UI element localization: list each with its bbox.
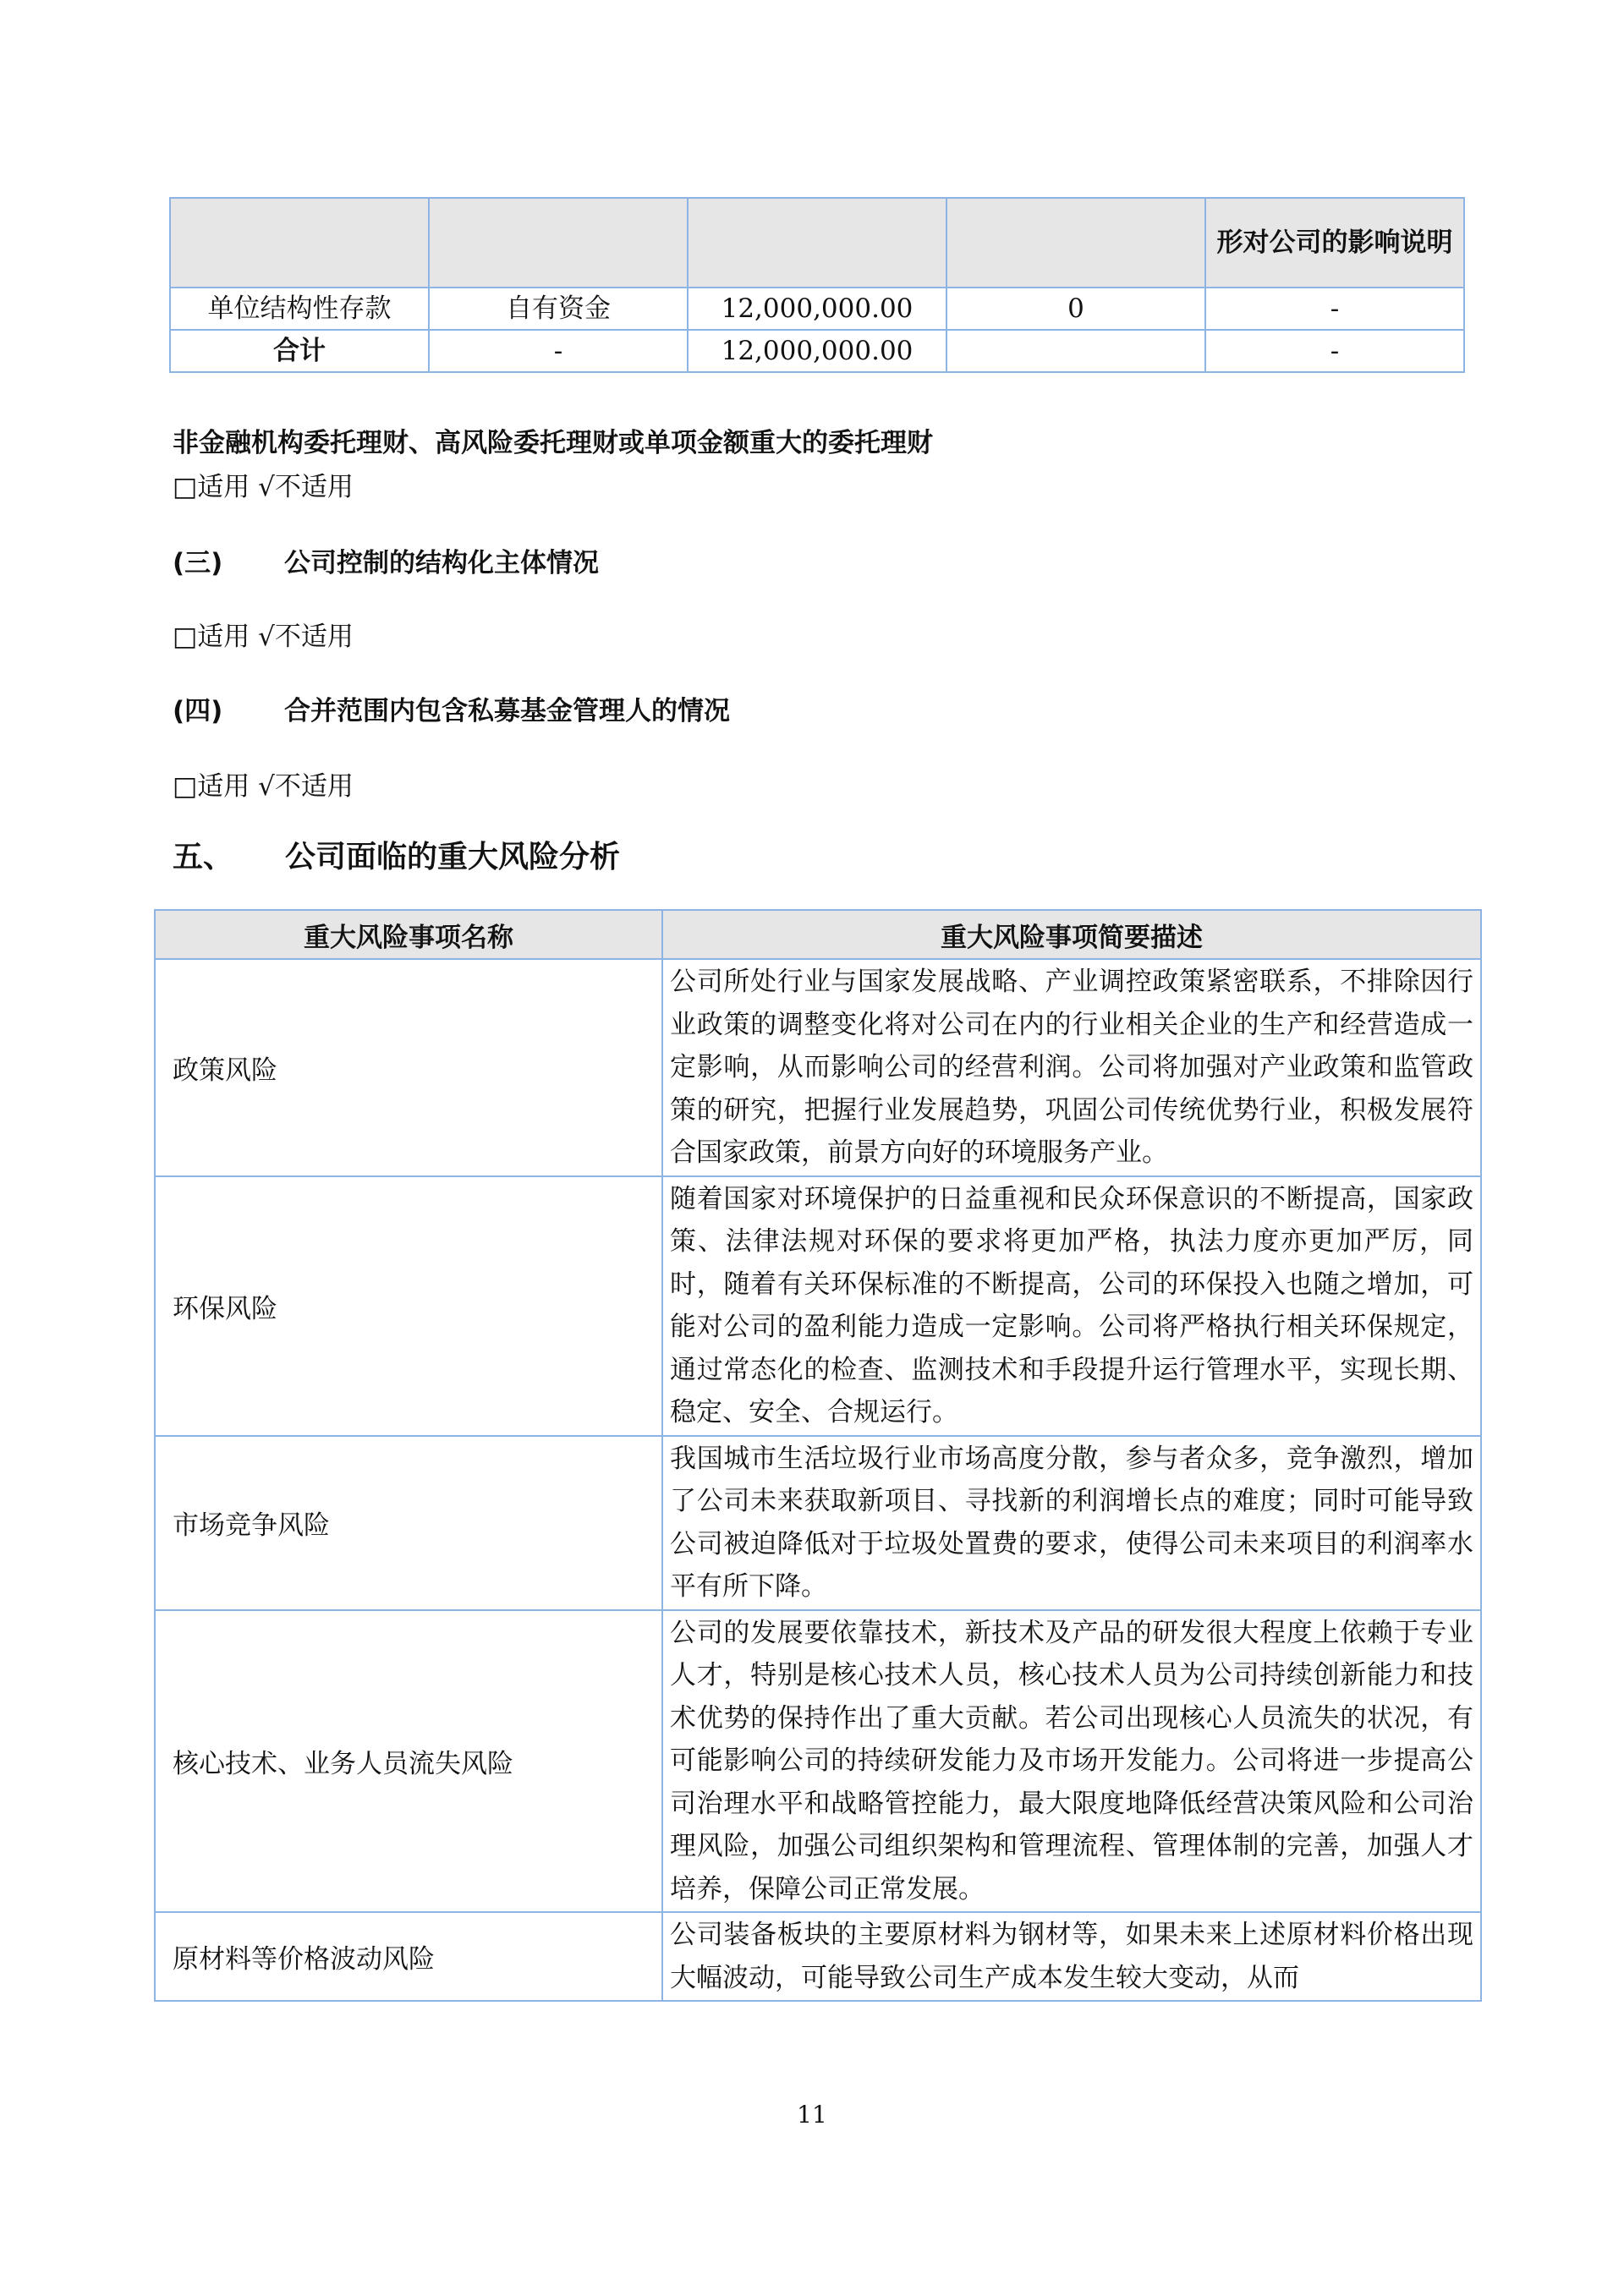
section-number: (四)	[173, 696, 223, 726]
risk-desc: 公司装备板块的主要原材料为钢材等，如果未来上述原材料价格出现大幅波动，可能导致公司生产成本发生较大变动，从而	[662, 1912, 1481, 2001]
cell-overdue: 0	[946, 288, 1205, 330]
section-heading-3	[173, 541, 599, 579]
applicability-status: □适用 √不适用	[173, 622, 354, 652]
risk-name: 环保风险	[155, 1176, 662, 1436]
risk-name: 原材料等价格波动风险	[155, 1912, 662, 2001]
section-heading-nonfin: 非金融机构委托理财、高风险委托理财或单项金额重大的委托理财	[173, 428, 933, 458]
risk-desc: 公司所处行业与国家发展战略、产业调控政策紧密联系，不排除因行业政策的调整变化将对公司在内的行业相关企业的生产和经营造成一定影响，从而影响公司的经营利润。公司将加强对产业政策和监管政策的研究，把握行业发展趋势，巩固公司传统优势行业，积极发展符合国家政策，前景方向好的环境服务产业。	[662, 959, 1481, 1176]
cell-impact: -	[1205, 288, 1464, 330]
header-cell-impact: 形对公司的影响说明	[1205, 198, 1464, 288]
risk-desc: 我国城市生活垃圾行业市场高度分散，参与者众多，竞争激烈，增加了公司未来获取新项目、寻找新的利润增长点的难度；同时可能导致公司被迫降低对于垃圾处置费的要求，使得公司未来项目的利润率水平有所下降。	[662, 1436, 1481, 1610]
section-heading-5	[173, 833, 620, 876]
section-number: 五、	[173, 840, 234, 874]
header-risk-desc: 重大风险事项简要描述	[662, 910, 1481, 959]
cell-impact: -	[1205, 330, 1464, 372]
cell-source: -	[429, 330, 688, 372]
header-cell	[946, 198, 1205, 288]
risk-name: 核心技术、业务人员流失风险	[155, 1610, 662, 1913]
table-row	[170, 288, 1464, 330]
cell-type: 单位结构性存款	[170, 288, 429, 330]
table-row	[155, 1436, 1481, 1610]
risk-name: 政策风险	[155, 959, 662, 1176]
header-cell	[170, 198, 429, 288]
table-header-row	[155, 910, 1481, 959]
cell-type: 合计	[170, 330, 429, 372]
header-cell	[429, 198, 688, 288]
table-row	[155, 1176, 1481, 1436]
risk-desc: 随着国家对环境保护的日益重视和民众环保意识的不断提高，国家政策、法律法规对环保的要求将更加严格，执法力度亦更加严厉，同时，随着有关环保标准的不断提高，公司的环保投入也随之增加，可能对公司的盈利能力造成一定影响。公司将严格执行相关环保规定，通过常态化的检查、监测技术和手段提升运行管理水平，实现长期、稳定、安全、合规运行。	[662, 1176, 1481, 1436]
cell-source: 自有资金	[429, 288, 688, 330]
risk-desc: 公司的发展要依靠技术，新技术及产品的研发很大程度上依赖于专业人才，特别是核心技术人员，核心技术人员为公司持续创新能力和技术优势的保持作出了重大贡献。若公司出现核心人员流失的状况，有可能影响公司的持续研发能力及市场开发能力。公司将进一步提高公司治理水平和战略管控能力，最大限度地降低经营决策风险和公司治理风险，加强公司组织架构和管理流程、管理体制的完善，加强人才培养，保障公司正常发展。	[662, 1610, 1481, 1913]
cell-amount: 12,000,000.00	[688, 330, 946, 372]
section-title: 公司控制的结构化主体情况	[284, 548, 599, 578]
financial-product-table	[169, 197, 1465, 373]
page-number: 11	[797, 2101, 827, 2129]
section-number: (三)	[173, 548, 223, 578]
risk-name: 市场竞争风险	[155, 1436, 662, 1610]
section-heading-4	[173, 689, 730, 727]
applicability-status: □适用 √不适用	[173, 472, 354, 502]
cell-amount: 12,000,000.00	[688, 288, 946, 330]
applicability-status: □适用 √不适用	[173, 771, 354, 802]
table-row	[155, 959, 1481, 1176]
header-cell	[688, 198, 946, 288]
table-row	[155, 1610, 1481, 1913]
table-row	[155, 1912, 1481, 2001]
section-title: 合并范围内包含私募基金管理人的情况	[284, 696, 730, 726]
cell-overdue	[946, 330, 1205, 372]
section-title: 公司面临的重大风险分析	[285, 840, 621, 874]
table-row-total	[170, 330, 1464, 372]
risk-analysis-table	[154, 909, 1482, 2002]
header-risk-name: 重大风险事项名称	[155, 910, 662, 959]
table-header-row	[170, 198, 1464, 288]
